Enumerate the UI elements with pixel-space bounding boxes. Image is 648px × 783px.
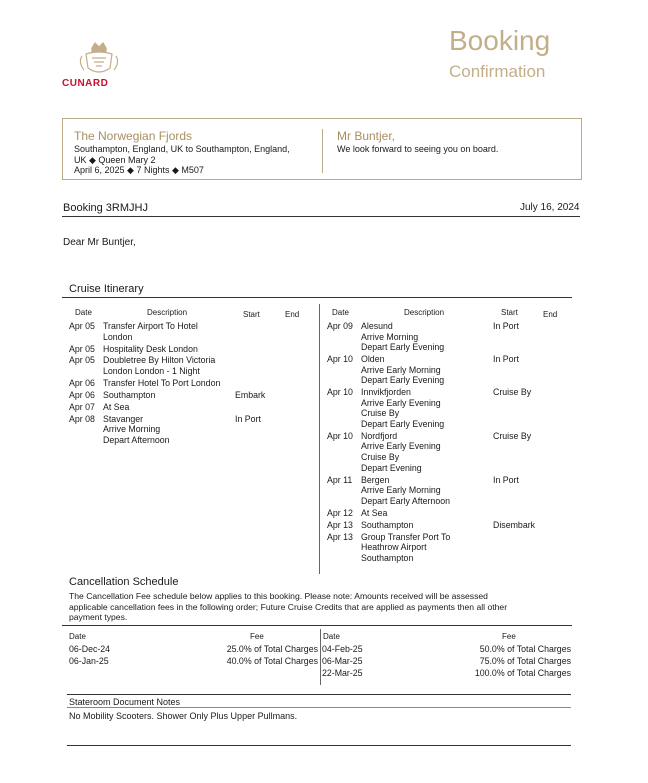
itinerary-date: Apr 08 bbox=[69, 413, 95, 424]
itin-right-date-header: Date bbox=[332, 308, 349, 317]
itin-right-desc-header: Description bbox=[404, 308, 445, 317]
itinerary-description-line: At Sea bbox=[361, 507, 388, 518]
itinerary-description-line: Transfer Airport To Hotel bbox=[103, 321, 198, 331]
itin-right-start-header: Start bbox=[501, 308, 518, 317]
itinerary-description-line: Heathrow Airport bbox=[361, 542, 427, 553]
itinerary-description-line: Arrive Early Evening bbox=[361, 441, 441, 452]
cancel-right-date-header: Date bbox=[323, 632, 340, 641]
itinerary-start: Cruise By bbox=[493, 387, 532, 398]
page-title: Booking bbox=[449, 25, 551, 56]
cancellation-column-divider bbox=[320, 629, 321, 685]
voyage-route-line2: UK ◆ Queen Mary 2 bbox=[74, 155, 156, 165]
cancellation-date: 06-Jan-25 bbox=[69, 656, 109, 666]
cancel-right-fee-header: Fee bbox=[502, 632, 516, 641]
itinerary-description-line: Doubletree By Hilton Victoria bbox=[103, 355, 216, 366]
voyage-name: The Norwegian Fjords bbox=[74, 129, 193, 143]
itinerary-description-line: Southampton bbox=[361, 552, 414, 563]
itinerary-description-line: Arrive Early Morning bbox=[361, 364, 441, 375]
itinerary-description-line: Depart Early Evening bbox=[361, 375, 445, 386]
itinerary-description-line: Arrive Early Evening bbox=[361, 397, 441, 408]
itinerary-description-line: Depart Early Afternoon bbox=[361, 495, 450, 506]
itinerary-description-line: Stavanger bbox=[103, 413, 144, 424]
itinerary-date: Apr 10 bbox=[327, 387, 353, 398]
itinerary-date: Apr 13 bbox=[327, 519, 353, 530]
notes-text: No Mobility Scooters. Shower Only Plus Upper Pullmans. bbox=[69, 711, 298, 721]
cancellation-divider bbox=[62, 625, 572, 626]
itinerary-start: Cruise By bbox=[493, 430, 532, 441]
itinerary-description-line: Cruise By bbox=[361, 408, 400, 419]
itinerary-start: In Port bbox=[235, 413, 261, 424]
itinerary-description-line: Hospitality Desk London bbox=[103, 343, 198, 354]
itinerary-date: Apr 06 bbox=[69, 377, 95, 388]
guest-name: Mr Buntjer, bbox=[337, 129, 396, 143]
cancel-left-date-header: Date bbox=[69, 632, 86, 641]
cancellation-note-line2: applicable cancellation fees in the following order; Future Cruise Credits that are applied as payments then all other bbox=[69, 601, 508, 612]
itinerary-description-line: Olden bbox=[361, 354, 385, 365]
itinerary-description-line: Southampton bbox=[361, 519, 414, 530]
cancellation-fee: 40.0% of Total Charges bbox=[226, 656, 318, 666]
booking-number: Booking 3RMJHJ bbox=[63, 202, 148, 214]
itinerary-description-line: Southampton bbox=[103, 389, 156, 400]
itinerary-date: Apr 12 bbox=[327, 507, 353, 518]
notes-top-divider bbox=[67, 694, 571, 695]
itinerary-description-line: London London - 1 Night bbox=[103, 365, 200, 376]
itinerary-description-line: London bbox=[103, 331, 133, 342]
itinerary-divider bbox=[62, 297, 572, 298]
itinerary-description-line: Depart Evening bbox=[361, 462, 422, 473]
itinerary-description-line: Transfer Hotel To Port London bbox=[103, 377, 221, 388]
itinerary-description-line: Bergen bbox=[361, 474, 390, 485]
itinerary-start: In Port bbox=[493, 321, 519, 331]
itinerary-description-line: Arrive Morning bbox=[103, 424, 161, 435]
itinerary-description-line: Group Transfer Port To bbox=[361, 531, 451, 542]
itinerary-description-line: Depart Early Evening bbox=[361, 418, 445, 429]
cancellation-title: Cancellation Schedule bbox=[69, 576, 179, 588]
itin-left-date-header: Date bbox=[75, 308, 92, 317]
cancellation-date: 06-Dec-24 bbox=[69, 644, 111, 654]
notes-title: Stateroom Document Notes bbox=[69, 697, 181, 707]
notes-bottom-divider bbox=[67, 745, 571, 746]
itinerary-date: Apr 06 bbox=[69, 389, 95, 400]
itinerary-column-divider bbox=[319, 304, 320, 574]
cancellation-fee: 50.0% of Total Charges bbox=[479, 644, 571, 654]
itinerary-description-line: Arrive Early Morning bbox=[361, 485, 441, 496]
itinerary-date: Apr 10 bbox=[327, 354, 353, 365]
cancellation-date: 22-Mar-25 bbox=[322, 668, 363, 678]
itinerary-description-line: Arrive Morning bbox=[361, 331, 419, 342]
cunard-crest-icon bbox=[72, 40, 126, 80]
cancellation-fee: 25.0% of Total Charges bbox=[226, 644, 318, 654]
itinerary-description-line: Innvikfjorden bbox=[361, 387, 411, 398]
info-box-divider bbox=[322, 129, 323, 173]
itinerary-description-line: Nordfjord bbox=[361, 430, 398, 441]
itin-left-desc-header: Description bbox=[147, 308, 188, 317]
cancellation-note-line3: payment types. bbox=[69, 612, 128, 622]
itinerary-date: Apr 10 bbox=[327, 430, 353, 441]
notes-title-divider bbox=[67, 707, 571, 708]
booking-date: July 16, 2024 bbox=[520, 202, 580, 213]
voyage-dates: April 6, 2025 ◆ 7 Nights ◆ M507 bbox=[74, 165, 204, 175]
itinerary-start: In Port bbox=[493, 354, 519, 365]
itinerary-date: Apr 11 bbox=[327, 474, 353, 485]
itinerary-date: Apr 13 bbox=[327, 531, 353, 542]
itinerary-description-line: Depart Afternoon bbox=[103, 434, 170, 445]
cancellation-date: 04-Feb-25 bbox=[322, 644, 363, 654]
itinerary-date: Apr 05 bbox=[69, 355, 95, 366]
brand-logo: CUNARD bbox=[62, 78, 109, 89]
cancellation-note-line1: The Cancellation Fee schedule below applies to this booking. Please note: Amounts received will be assessed bbox=[69, 591, 488, 601]
cancellation-fee: 100.0% of Total Charges bbox=[474, 668, 571, 678]
itinerary-date: Apr 07 bbox=[69, 401, 95, 412]
welcome-message: We look forward to seeing you on board. bbox=[337, 144, 499, 154]
itin-right-end-header: End bbox=[543, 310, 558, 319]
itin-left-end-header: End bbox=[285, 310, 300, 319]
itinerary-description-line: Depart Early Evening bbox=[361, 342, 445, 353]
itinerary-date: Apr 09 bbox=[327, 321, 353, 331]
voyage-info-box bbox=[62, 118, 582, 180]
itinerary-description-line: At Sea bbox=[103, 401, 130, 412]
cancel-left-fee-header: Fee bbox=[250, 632, 264, 641]
itinerary-date: Apr 05 bbox=[69, 343, 95, 354]
itinerary-start: Disembark bbox=[493, 519, 536, 530]
page-subtitle: Confirmation bbox=[449, 62, 546, 81]
cancellation-fee: 75.0% of Total Charges bbox=[479, 656, 571, 666]
itinerary-title: Cruise Itinerary bbox=[69, 283, 144, 295]
itin-left-start-header: Start bbox=[243, 310, 260, 319]
itinerary-date: Apr 05 bbox=[69, 321, 95, 331]
booking-divider bbox=[62, 216, 580, 217]
voyage-route-line1: Southampton, England, UK to Southampton, England, bbox=[74, 144, 290, 154]
cancellation-date: 06-Mar-25 bbox=[322, 656, 363, 666]
itinerary-description-line: Alesund bbox=[361, 321, 393, 331]
salutation: Dear Mr Buntjer, bbox=[63, 237, 136, 248]
itinerary-start: Embark bbox=[235, 389, 266, 400]
cancellation-note bbox=[69, 591, 589, 623]
itinerary-start: In Port bbox=[493, 474, 519, 485]
itinerary-description-line: Cruise By bbox=[361, 452, 400, 463]
